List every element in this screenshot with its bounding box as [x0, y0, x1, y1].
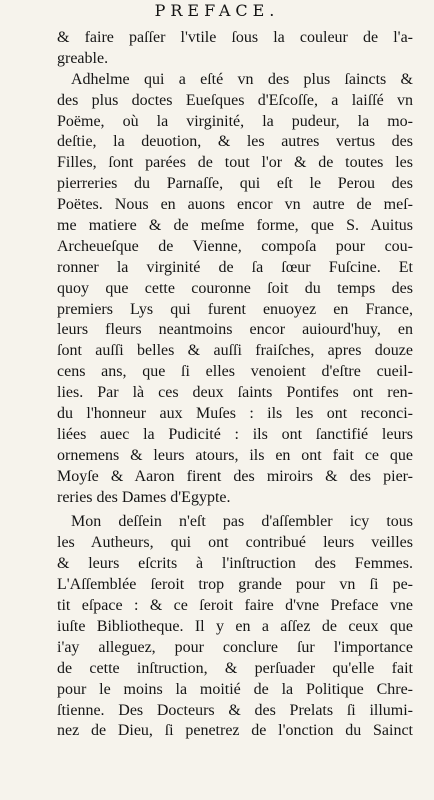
text-line: iuſte Bibliotheque. Il y en a aſſez de ceux que [57, 617, 413, 635]
text-line: i'ay alleguez, pour conclure ſur l'importance [57, 638, 413, 656]
paragraph [57, 70, 413, 509]
text-line: ronner la virginité de ſa ſœur Fuſcine. Et [57, 258, 413, 276]
text-line: L'Aſſemblée ſeroit trop grande pour vn ſi pe- [57, 576, 413, 594]
text-line: liées auec la Pudicité : ils ont ſanctifié leurs [57, 425, 413, 443]
text-line: reries des Dames d'Egypte. [57, 488, 231, 506]
text-line: greable. [57, 49, 109, 67]
text-line: les Autheurs, qui ont contribué leurs veilles [57, 534, 413, 552]
text-line: de cette inſtruction, & perſuader qu'elle fait [57, 659, 413, 677]
text-line: ornemens & leurs atours, ils en ont fait ce que [57, 446, 413, 464]
text-line: ſont auſſi belles & auſſi fraiſches, apres douze [57, 342, 413, 360]
text-line: Adhelme qui a eſté vn des plus ſaincts & [71, 70, 413, 88]
text-line: lies. Par là ces deux ſaints Pontifes ont ren- [57, 384, 413, 402]
text-line: nez de Dieu, ſi penetrez de l'onction du Sainct [57, 722, 413, 740]
text-line: Filles, ſont parées de tout l'or & de toutes les [57, 154, 413, 172]
paragraph [57, 512, 413, 742]
text-line: leurs fleurs neantmoins encor auiourd'huy, en [57, 321, 413, 339]
text-line: des plus doctes Eueſques d'Eſcoſſe, a laiſſé vn [57, 91, 413, 109]
running-head: PREFACE. [154, 1, 280, 20]
text-line: quoy que cette couronne ſoit du temps des [57, 279, 413, 297]
text-line: Poëme, où la virginité, la pudeur, la mo- [57, 112, 413, 130]
body-text [57, 28, 413, 742]
text-line: Moyſe & Aaron firent des miroirs & des pier- [57, 467, 413, 485]
text-line: Poëtes. Nous en auons encor vn autre de meſ- [57, 196, 413, 214]
text-line: cens ans, que ſi elles venoient d'eſtre cueil- [57, 363, 413, 381]
text-line: pour le moins la moitié de la Politique Chre- [57, 680, 413, 698]
text-line: Archeueſque de Vienne, compoſa pour cou- [57, 237, 413, 255]
text-line: deſtie, la deuotion, & les autres vertus des [57, 133, 413, 151]
text-line: premiers Lys qui furent enuoyez en France, [57, 300, 413, 318]
text-line: & leurs eſcrits à l'inſtruction des Femmes. [57, 555, 413, 573]
text-line: me matiere & de meſme forme, que S. Auitus [57, 217, 413, 235]
paragraph [57, 28, 413, 70]
text-line: Mon deſſein n'eſt pas d'aſſembler icy tous [71, 513, 413, 531]
text-line: ſtienne. Des Docteurs & des Prelats ſi illumi- [57, 701, 413, 719]
text-line: & faire paſſer l'vtile ſous la couleur de l'a- [57, 29, 413, 46]
text-line: tit eſpace : & ce ſeroit faire d'vne Preface vne [57, 597, 413, 615]
text-line: du l'honneur aux Muſes : ils les ont reconci- [57, 405, 413, 423]
text-line: pierreries du Parnaſſe, qui eſt le Perou des [57, 175, 413, 193]
